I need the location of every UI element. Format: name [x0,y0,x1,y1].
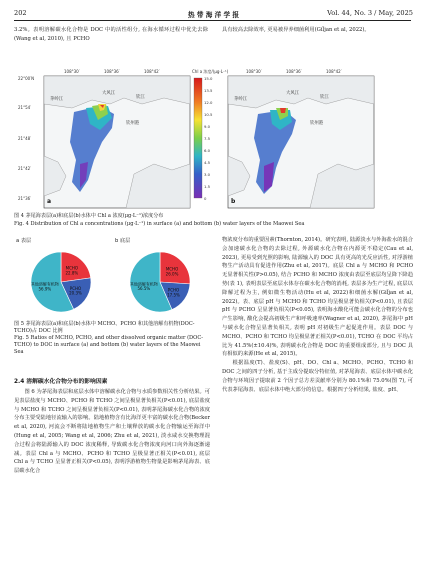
colorbar-tick: 13.5 [204,88,213,93]
colorbar-tick: 10.5 [204,112,213,117]
pie-slice-label: MCHO 22.8% [65,265,79,276]
fig4-maps [14,64,413,210]
fig5-caption-cn: 图 5 茅尾海表层(a)和底层(b)水体中 MCHO、PCHO 和其他溶解有机物(DOC-TCHO)占 DOC 比例 [14,321,195,335]
colorbar-tick: 3.0 [204,172,211,177]
place-label: 茅岭江 [234,97,248,102]
intro-right: 具有较高去除效率, 更易被异养细菌利用(Gil̈jan et al, 2022)。 [222,27,370,33]
intro-left: 3.2%。表明溶解碳水化合物是 DOC 中的活性组分, 在海水循环过程中优先去除(Wang et al, 2010), 且 PCHO [14,27,208,42]
colorbar-title: Chl a 浓度/(μg·L⁻¹) [192,69,229,74]
paragraph: 物浓度分布的重要因素(Thornton, 2014)。研究表明, 陆源淡水与外海盐水的混合会加速碳水化合物的去除过程, 外源碳水化合物在内源更不稳定(Cau et al, 2023), 更易受到光照的影响, 陆源输入的 DOC 具有更高的光反应活性, 对浮游植物生产活动具有促进作用(Zhu et al, 2017)。底层 Chl a 与 MCHO 和 PCHO 无显著相关性(P>0.05), 结合 PCHO 和 MCHO 浓度由表层至底层均呈降下降趋势(表 1), 表明表层至底层水体存在碳水化合物的消耗, 表层多为生产过程, 底层以降解过程为主, 例如微生物活动(Hu et al, 2022)和细菌水解(Gil̈jan et al, 2022)。表、底层 pH 与 MCHO 和 TCHO 均呈极显著负相关(P<0.01), 且表层 pH 与 PCHO 呈显著负相关(P<0.05), 表明海水酸化可能会碳水化合物的分布也产生影响, 酸化会提高初级生产和呼吸速率(Wagner et al, 2020), 茅尾海中 pH 与碳水化合物呈显著负相关, 表明 pH 对初级生产起促进作用。表层 DOC 与 MCHO、PCHO 和 TCHO 均呈极显著正相关(P<0.01), TCHO 在 DOC 平均占比为 41.5%(±10.4)%, 表明碳水化合物是 DOC 的重要组成部分, 且与 DOC 具有相似的来源(He et al, 2015)。 [222,237,413,358]
colorbar-tick: 0 [204,196,207,201]
panel-label-a: a [47,198,52,205]
colorbar-tick: 15.0 [204,76,213,81]
place-label: 大风江 [102,91,116,96]
journal-title: 热 带 海 洋 学 报 [187,11,240,19]
lat-tick: 21°48′ [18,136,32,141]
place-label: 钦州港 [126,121,140,126]
fig5-pies [14,234,209,318]
volume-info: Vol. 44, No. 3 / May, 2025 [327,9,413,17]
place-label: 大风江 [286,91,300,96]
paragraph: 根据温度(T)、盐度(S)、pH、DO、Chl a、MCHO、PCHO、TCHO 和 DOC 之间的四子分析, 基于主成分提取分特征值, 对茅尾海表、底层水体中碳水化合物与环境因子提取前 2 个因子总方差贡献率分别为 80.1%和 75.0%(图 7), 可代表茅尾海表、底层水体中绝大部分的信息。根据四子分析结果, 盐度、pH、 [222,360,413,393]
lat-tick: 21°42′ [18,166,32,171]
paragraph: 图 6 为茅尾海表层和底层水体中溶解碳水化合物与水质参数相关性分析结果。可见表层盐度与 MCHO、PCHO 和 TCHO 之间呈极显著负相关(P<0.01), 底层盐度与 MCHO 和 TCHO 之间呈极显著负相关(P<0.01), 表明茅尾海碳水化合物的浓度分布主要受陆地径流输入的影响。陆地植物含有比海洋更丰富的碳水化合物(Becker et al, 2020), 河流会不断将陆地植物生产和土壤释放的碳水化合物输运至海洋中(Hung et al, 2005; Wang et al, 2006; Zhu et al, 2021), 淡水咸水交换物理混合过程会将陆源输入的 DOC 浓度稀释, 导致碳水化合物浓度向河口向外海逐渐递减。表层 Chl a 与 MCHO、PCHO 和 TCHO 呈极显著正相关(P<0.01), 底层 Chl a 与 TCHO 呈显著正相关(P<0.05), 表明浮游植物生物量是影响茅尾海表、底层碳水化合 [14,389,210,475]
fig4-caption-cn: 图 4 茅尾海表层(a)和底层(b)水体中 Chl a 浓度(μg·L⁻¹)浓度分布 [14,213,164,219]
pie-title: b 底层 [115,238,131,244]
left-body [14,388,210,476]
place-label: 钦州港 [310,121,324,126]
colorbar-tick: 4.5 [204,160,211,165]
lat-tick: 21°54′ [18,105,32,110]
pie-slice-label: 其他溶解有机物 56.9% [30,281,59,292]
pie-slice-label: PCHO 17.5% [167,287,180,298]
page-number: 202 [14,9,27,17]
colorbar-tick: 6.0 [204,148,211,153]
pie-slice-label: 其他溶解有机物 56.5% [129,281,158,292]
fig4-panel-b [228,76,374,208]
pie-slice-label: PCHO 20.3% [69,285,82,296]
lat-tick: 22°00′N [18,76,35,81]
section-heading: 2.4 溶解碳水化合物分布的影响因素 [14,379,108,385]
lat-tick: 21°36′ [18,196,32,201]
place-label: 钦江 [136,95,145,100]
colorbar-tick: 1.5 [204,184,211,189]
pie-title: a 表层 [16,238,32,244]
right-body [222,236,413,394]
lon-tick: 108°30′ [64,69,80,74]
pie-slice-label: MCHO 26.0% [165,266,179,277]
fig5-caption-en: Fig. 5 Ratios of MCHO, PCHO, and other dissolved organic matter (DOC-TCHO) to DOC in surface (a) and bottom (b) water layers of the Maowei Sea [14,335,203,356]
colorbar-tick: 7.5 [204,136,211,141]
fig4-panel-a [44,76,190,208]
place-label: 茅岭江 [50,97,64,102]
lon-tick: 108°42′ [326,69,342,74]
lon-tick: 108°36′ [104,69,120,74]
lon-tick: 108°36′ [286,69,302,74]
lon-tick: 108°42′ [144,69,160,74]
place-label: 钦江 [320,95,329,100]
lon-tick: 108°30′ [246,69,262,74]
colorbar [192,68,229,201]
colorbar-tick: 9.0 [204,124,211,129]
header-rule [14,20,411,21]
panel-label-b: b [231,198,236,205]
fig4-caption-en: Fig. 4 Distribution of Chl a concentrations (μg·L⁻¹) in surface (a) and bottom (b) water layers of the Maowei Sea [14,221,305,227]
colorbar-tick: 12.0 [204,100,213,105]
